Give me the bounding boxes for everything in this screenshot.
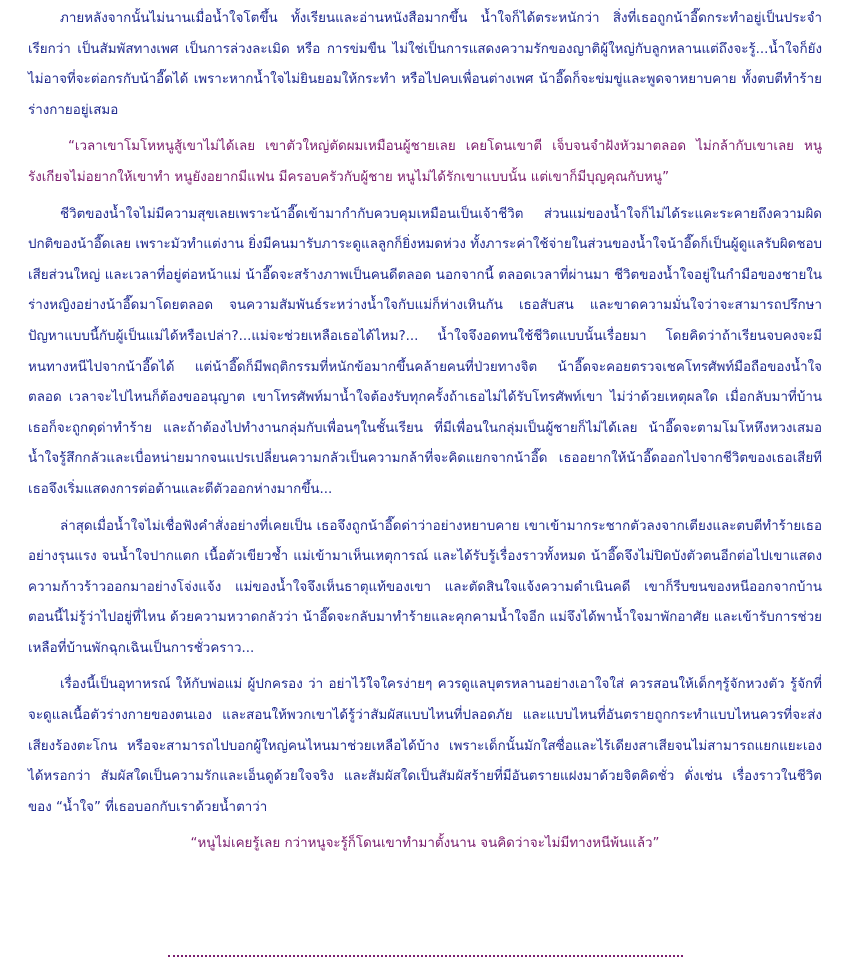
paragraph-1: ภายหลังจากนั้นไม่นานเมื่อน้ำใจโตขึ้น ทั้งเรียนและอ่านหนังสือมากขึ้น น้ำใจก็ได้ตระหนักว่า สิ่งที่เธอถูกน้าอี๊ดกระทำอยู่เป็นประจำเรียกว่า เป็นสัมพัสทางเพศ เป็นการล่วงละเมิด หรือ การข่มขืน ไม่ใช่เป็นการแสดงความรักของญาติผู้ใหญ่กับลูกหลานแต่ถึงจะรู้...น้ำใจก็ยังไม่อาจที่จะต่อกรกับน้าอี๊ดได้ เพราะหากน้ำใจไม่ยินยอมให้กระทำ หรือไปคบเพื่อนต่างเพศ น้าอี๊ดก็จะข่มขู่และพูดจาหยาบคาย ทั้งตบตีทำร้ายร่างกายอยู่เสมอ [28, 11, 822, 118]
quote-1: “เวลาเขาโมโหหนูสู้เขาไม่ได้เลย เขาตัวใหญ่ตัดผมเหมือนผู้ชายเลย เคยโดนเขาตี เจ็บจนจำฝังหัวมาตลอด ไม่กล้ากับเขาเลย หนูรังเกียจไม่อยากให้เขาทำ หนูยังอยากมีแฟน มีครอบครัวกับผู้ชาย หนูไม่ได้รักเขาแบบนั้น แต่เขาก็มีบุญคุณกับหนู” [28, 139, 822, 185]
dotted-separator [168, 955, 683, 957]
paragraph-3: ล่าสุดเมื่อน้ำใจไม่เชื่อฟังคำสั่งอย่างที่เคยเป็น เธอจึงถูกน้าอี๊ดด่าว่าอย่างหยาบคาย เขาเข้ามากระชากตัวลงจากเตียงและตบตีทำร้ายเธออย่างรุนแรง จนน้ำใจปากแตก เนื้อตัวเขียวช้ำ แม่เข้ามาเห็นเหตุการณ์ และได้รับรู้เรื่องราวทั้งหมด น้าอี๊ดจึงไม่ปิดบังตัวตนอีกต่อไปเขาแสดงความก้าวร้าวออกมาอย่างโจ่งแจ้ง แม่ของน้ำใจจึงเห็นธาตุแท้ของเขา และตัดสินใจแจ้งความดำเนินคดี เขาก็รีบขนของหนีออกจากบ้าน ตอนนี้ไม่รู้ว่าไปอยู่ที่ไหน ด้วยความหวาดกลัวว่า น้าอี๊ดจะกลับมาทำร้ายและคุกคามน้ำใจอีก แม่จึงได้พาน้ำใจมาพักอาศัย และเข้ารับการช่วยเหลือที่บ้านพักฉุกเฉินเป็นการชั่วคราว... [28, 518, 822, 656]
paragraph-2: ชีวิตของน้ำใจไม่มีความสุขเลยเพราะน้าอี๊ดเข้ามากำกับควบคุมเหมือนเป็นเจ้าชีวิต ส่วนแม่ของน้ำใจก็ไม่ได้ระแคะระคายถึงความผิดปกติของน้าอี๊ดเลย เพราะมัวทำแต่งาน ยิ่งมีคนมารับภาระดูแลลูกก็ยิ่งหมดห่วง ทั้งภาระค่าใช้จ่ายในส่วนของน้ำใจน้าอี๊ดก็เป็นผู้ดูแลรับผิดชอบเสียส่วนใหญ่ และเวลาที่อยู่ต่อหน้าแม่ น้าอี๊ดจะสร้างภาพเป็นคนดีตลอด นอกจากนี้ ตลอดเวลาที่ผ่านมา ชีวิตของน้ำใจอยู่ในกำมือของชายในร่างหญิงอย่างน้าอี๊ดมาโดยตลอด จนความสัมพันธ์ระหว่างน้ำใจกับแม่ก็ห่างเหินกัน เธอสับสน และขาดความมั่นใจว่าจะสามารถปรึกษาปัญหาแบบนี้กับผู้เป็นแม่ได้หรือเปล่า?...แม่จะช่วยเหลือเธอได้ไหม?... น้ำใจจึงอดทนใช้ชีวิตแบบนั้นเรื่อยมา โดยคิดว่าถ้าเรียนจบคงจะมีหนทางหนีไปจากน้าอี๊ดได้ แต่น้าอี๊ดก็มีพฤติกรรมที่หนักข้อมากขึ้นคล้ายคนที่ป่วยทางจิต น้าอี๊ดจะคอยตรวจเชคโทรศัพท์มือถือของน้ำใจตลอด เวลาจะไปไหนก็ต้องขออนุญาต เขาโทรศัพท์มาน้ำใจต้องรับทุกครั้งถ้าเธอไม่ได้รับโทรศัพท์เขา ไม่ว่าด้วยเหตุผลใด เมื่อกลับมาที่บ้านเธอก็จะถูกดุด่าทำร้าย และถ้าต้องไปทำงานกลุ่มกับเพื่อนๆในชั้นเรียน ที่มีเพื่อนในกลุ่มเป็นผู้ชายก็ไม่ได้เลย น้าอี๊ดจะตามโมโหหึงหวงเสมอ น้ำใจรู้สึกกลัวและเบื่อหน่ายมากจนแปรเปลี่ยนความกลัวเป็นความกล้าที่จะคิดแยกจากน้าอี๊ด เธออยากให้น้าอี๊ดออกไปจากชีวิตของเธอเสียที เธอจึงเริ่มแสดงการต่อต้านและตีตัวออกห่างมากขึ้น... [28, 206, 822, 497]
quote-2: “หนูไม่เคยรู้เลย กว่าหนูจะรู้ก็โดนเขาทำมาตั้งนาน จนคิดว่าจะไม่มีทางหนีพ้นแล้ว” [190, 836, 660, 852]
paragraph-4: เรื่องนี้เป็นอุทาหรณ์ ให้กับพ่อแม่ ผู้ปกครอง ว่า อย่าไว้ใจใครง่ายๆ ควรดูแลบุตรหลานอย่างเอาใจใส่ ควรสอนให้เด็กๆรู้จักหวงตัว รู้จักที่จะดูแลเนื้อตัวร่างกายของตนเอง และสอนให้พวกเขาได้รู้ว่าสัมผัสแบบไหนที่ปลอดภัย และแบบไหนที่อันตรายถูกกระทำแบบไหนควรที่จะส่งเสียงร้องตะโกน หรือจะสามารถไปบอกผู้ใหญ่คนไหนมาช่วยเหลือได้บ้าง เพราะเด็กนั้นมักใสซื่อและไร้เดียงสาเสียจนไม่สามารถแยกแยะเองได้หรอกว่า สัมผัสใดเป็นความรักและเอ็นดูด้วยใจจริง และสัมผัสใดเป็นสัมผัสร้ายที่มีอันตรายแฝงมาด้วยจิตคิดชั่ว ดั่งเช่น เรื่องราวในชีวิตของ “น้ำใจ” ที่เธอบอกกับเราด้วยน้ำตาว่า [28, 677, 822, 815]
